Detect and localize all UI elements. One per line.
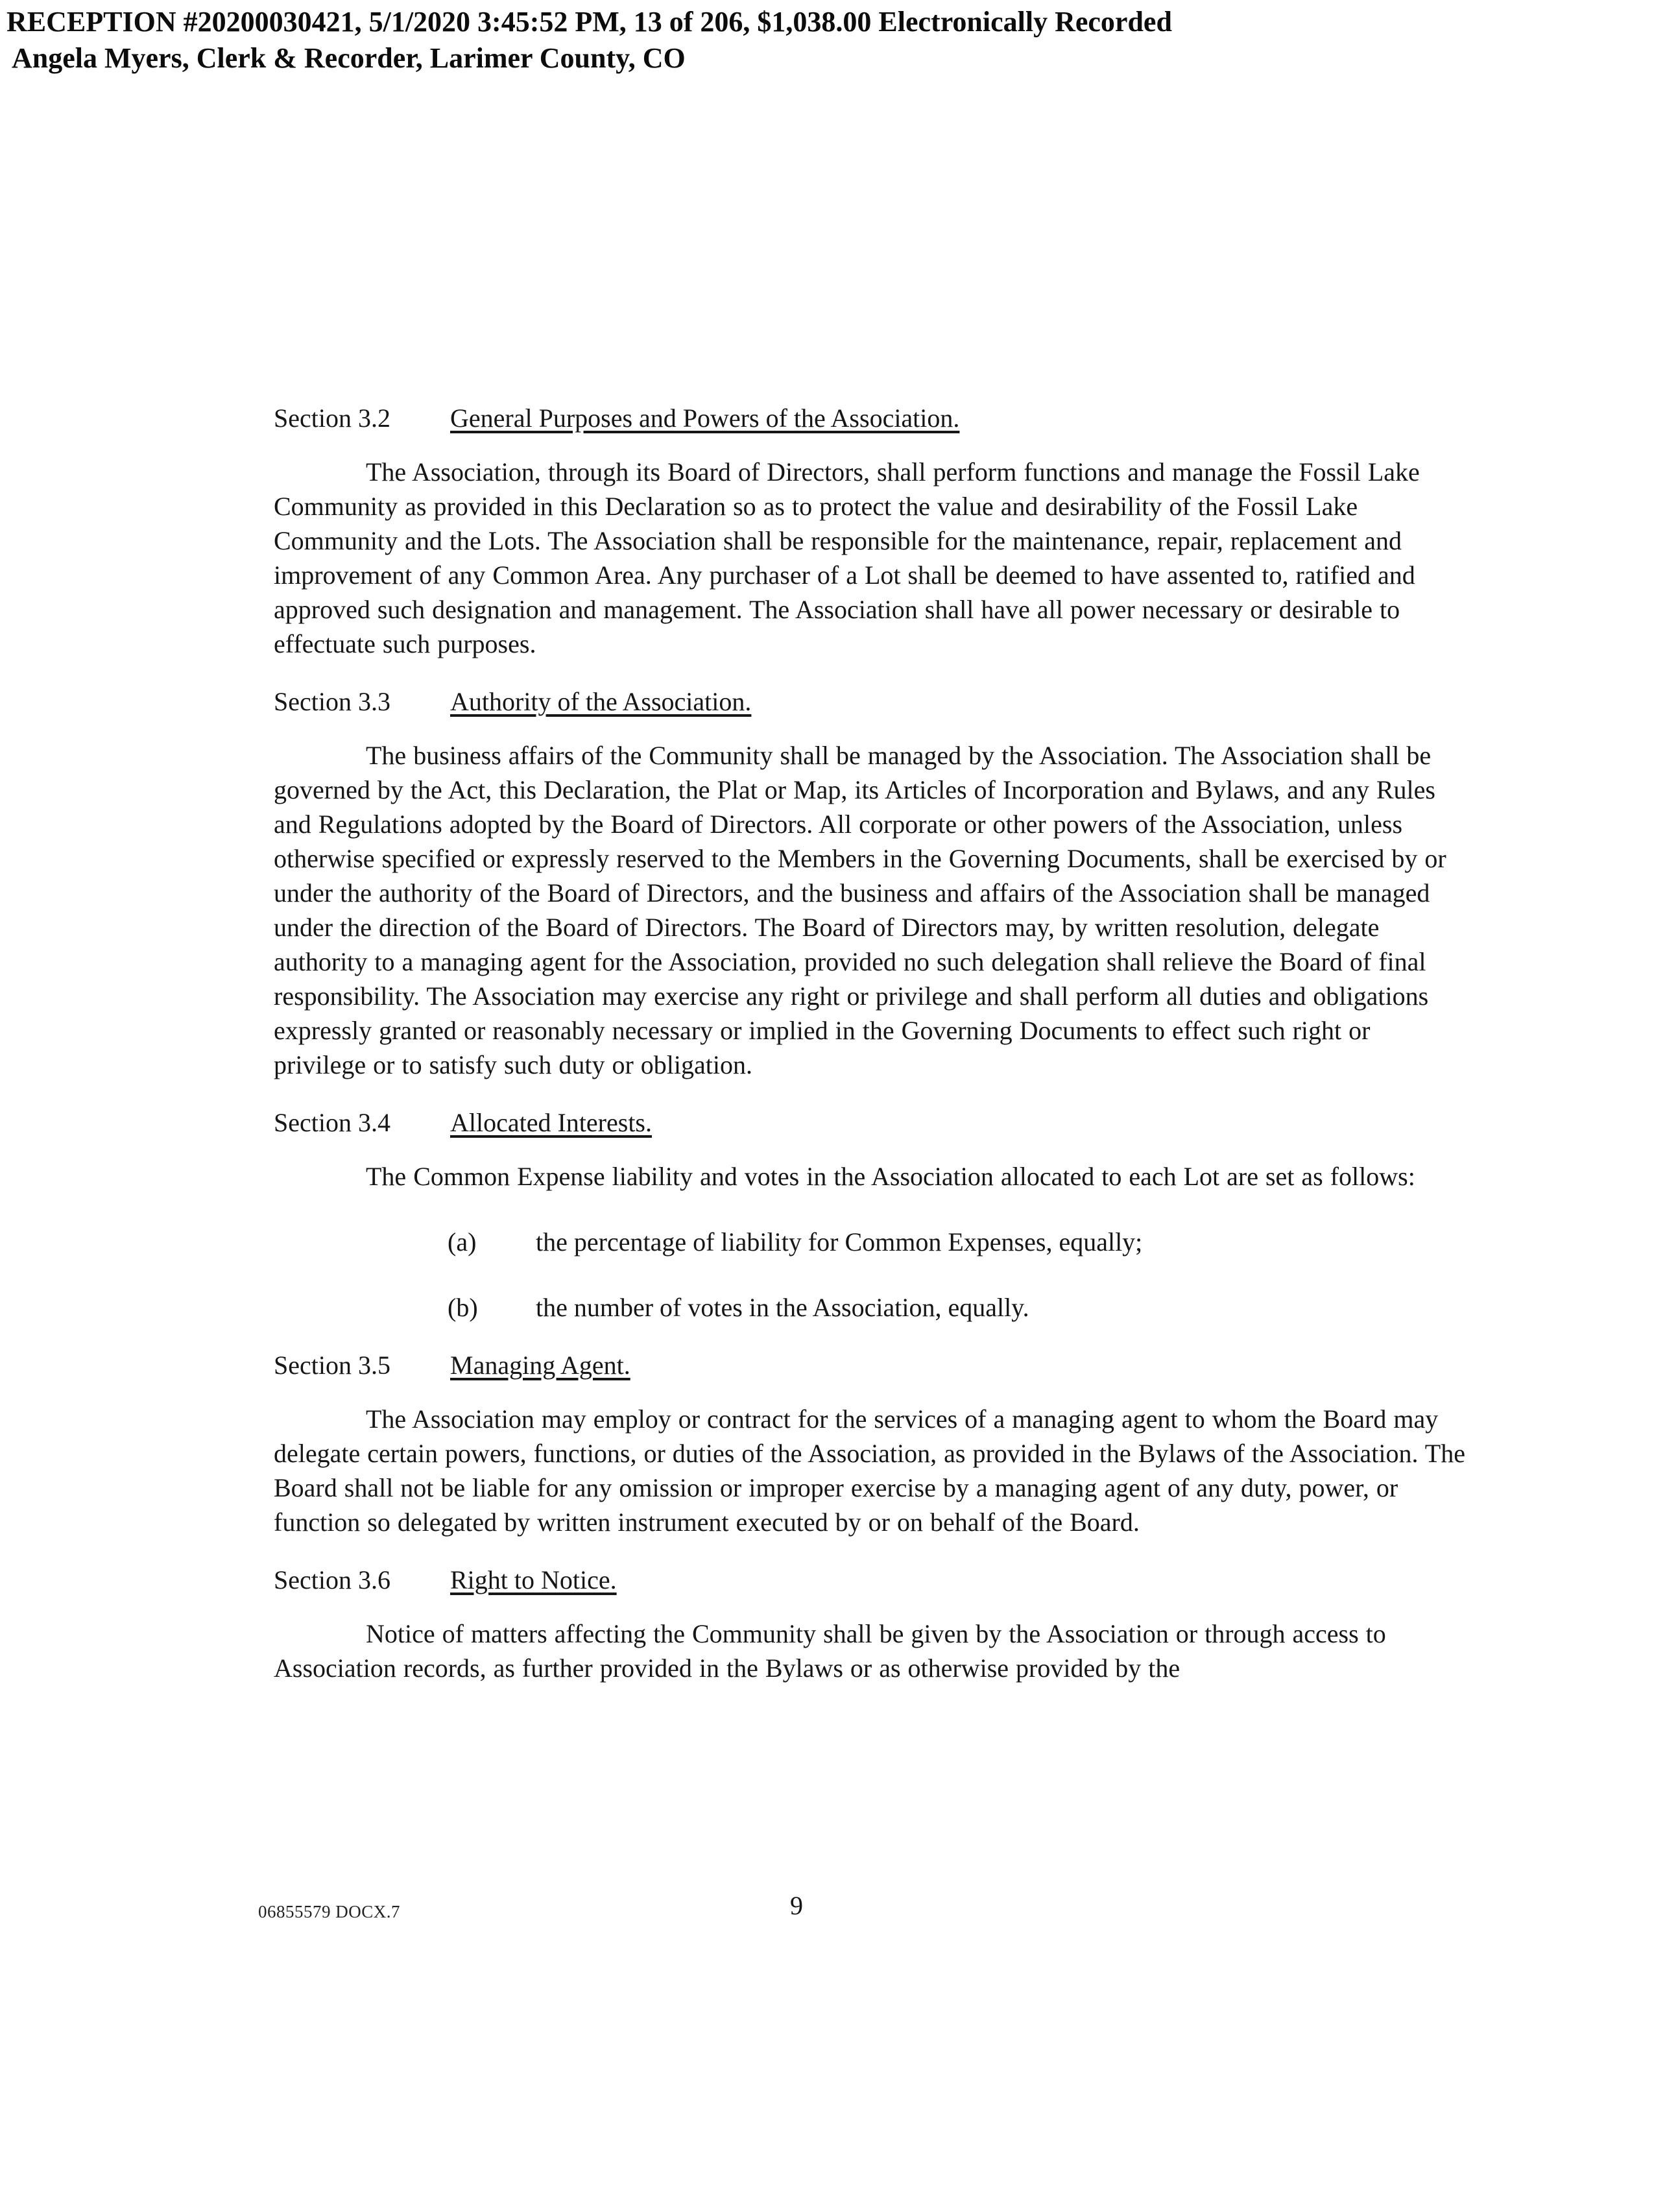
section-paragraph: The Association, through its Board of Directors, shall perform functions and manage the Fossil Lake Community as provided in this Declaration so as to protect the value and desirability of the Fossil Lake Community and the Lots. The Association shall be responsible for the maintenance, repair, replacement and improvement of any Common Area. Any purchaser of a Lot shall be deemed to have assented to, ratified and approved such designation and management. The Association shall have all power necessary or desirable to effectuate such purposes. — [274, 457, 1420, 658]
section-number: Section 3.2 — [274, 403, 390, 433]
section-heading — [274, 1105, 1467, 1140]
page-number: 9 — [790, 1891, 803, 1920]
document-body — [274, 401, 1467, 1709]
document-id: 06855579 DOCX.7 — [258, 1902, 401, 1921]
section-heading — [274, 684, 1467, 719]
list-item-label: (b) — [448, 1293, 478, 1322]
section-title: Managing Agent. — [450, 1351, 630, 1380]
section-paragraph: The Common Expense liability and votes in the Association allocated to each Lot are set as follows: — [366, 1162, 1415, 1191]
section-heading — [274, 1563, 1467, 1597]
section-title: Authority of the Association. — [450, 687, 752, 716]
section-heading — [274, 401, 1467, 435]
allocation-list — [274, 1225, 1467, 1325]
section-number: Section 3.6 — [274, 1565, 390, 1594]
section-paragraph: Notice of matters affecting the Community shall be given by the Association or through access to Association records, as further provided in the Bylaws or as otherwise provided by the — [274, 1619, 1386, 1683]
section-title: Right to Notice. — [450, 1565, 617, 1594]
section-paragraph: The business affairs of the Community shall be managed by the Association. The Association shall be governed by the Act, this Declaration, the Plat or Map, its Articles of Incorporation and Bylaws, and any Rules and Regulations adopted by the Board of Directors. All corporate or other powers of the Association, unless otherwise specified or expressly reserved to the Members in the Governing Documents, shall be exercised by or under the authority of the Board of Directors, and the business and affairs of the Association shall be managed under the direction of the Board of Directors. The Board of Directors may, by written resolution, delegate authority to a managing agent for the Association, provided no such delegation shall relieve the Board of final responsibility. The Association may exercise any right or privilege and shall perform all duties and obligations expressly granted or reasonably necessary or implied in the Governing Documents to effect such right or privilege or to satisfy such duty or obligation. — [274, 741, 1446, 1079]
section-number: Section 3.3 — [274, 687, 390, 716]
list-item — [448, 1290, 1467, 1325]
section-title: General Purposes and Powers of the Association. — [450, 403, 960, 433]
list-item-label: (a) — [448, 1227, 477, 1256]
list-item-text: the percentage of liability for Common Expenses, equally; — [536, 1227, 1143, 1256]
section-heading — [274, 1348, 1467, 1382]
section-title: Allocated Interests. — [450, 1108, 652, 1137]
recording-stamp-line2: Angela Myers, Clerk & Recorder, Larimer County, CO — [12, 42, 686, 74]
section-paragraph: The Association may employ or contract for the services of a managing agent to whom the Board may delegate certain powers, functions, or duties of the Association, as provided in the Bylaws of the Association. The Board shall not be liable for any omission or improper exercise by a managing agent of any duty, power, or function so delegated by written instrument executed by or on behalf of the Board. — [274, 1404, 1465, 1537]
recording-stamp — [6, 4, 1172, 77]
list-item — [448, 1225, 1467, 1259]
section-number: Section 3.5 — [274, 1351, 390, 1380]
list-item-text: the number of votes in the Association, equally. — [536, 1293, 1029, 1322]
section-number: Section 3.4 — [274, 1108, 390, 1137]
recording-stamp-line1: RECEPTION #20200030421, 5/1/2020 3:45:52 PM, 13 of 206, $1,038.00 Electronically Recorded — [6, 6, 1172, 38]
